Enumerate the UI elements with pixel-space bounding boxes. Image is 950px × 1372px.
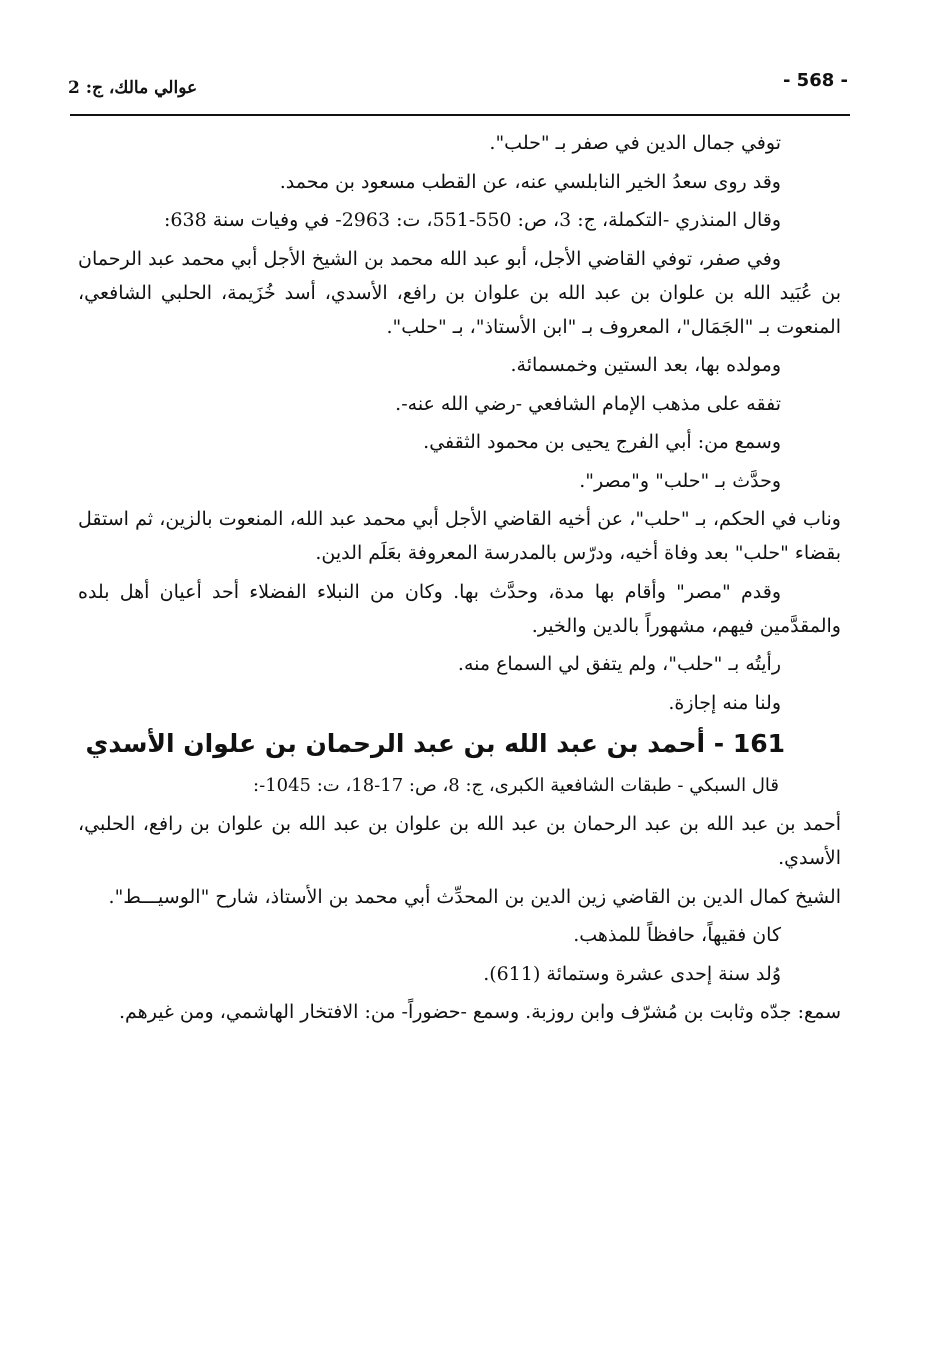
running-head bbox=[68, 68, 848, 112]
paragraph: وقدم "مصر" وأقام بها مدة، وحدَّث بها. وكان من النبلاء الفضلاء أحد أعيان أهل بلده والمقدَّمين فيهم، مشهوراً بالدين والخير. bbox=[78, 580, 841, 637]
paragraph: وُلد سنة إحدى عشرة وستمائة (611). bbox=[483, 962, 781, 985]
source-citation: قال السبكي - طبقات الشافعية الكبرى، ج: 8، ص: 17-18، ت: 1045-: bbox=[253, 774, 779, 796]
paragraph: وفي صفر، توفي القاضي الأجل، أبو عبد الله محمد بن الشيخ الأجل أبي محمد عبد الرحمان بن عُبَيد الله بن علوان بن عبد الله بن علوان بن رافع، الأسدي، أسد خُزَيمة، الحلبي الشافعي، المنعوت بـ "الجَمَال"، المعروف بـ "ابن الأستاذ"، بـ "حلب". bbox=[78, 247, 841, 338]
paragraph: رأيتُه بـ "حلب"، ولم يتفق لي السماع منه. bbox=[457, 653, 781, 675]
paragraph: كان فقيهاً، حافظاً للمذهب. bbox=[573, 924, 781, 946]
paragraph: ولنا منه إجازة. bbox=[668, 691, 781, 714]
page-body bbox=[78, 126, 841, 1034]
entry-heading: 161 - أحمد بن عبد الله بن عبد الرحمان بن علوان الأسدي bbox=[85, 729, 785, 758]
paragraph: وحدَّث بـ "حلب" و"مصر". bbox=[579, 469, 781, 492]
paragraph: وقال المنذري -التكملة، ج: 3، ص: 550-551، ت: 2963- في وفيات سنة 638: bbox=[164, 209, 781, 231]
paragraph: وناب في الحكم، بـ "حلب"، عن أخيه القاضي الأجل أبي محمد عبد الله، المنعوت بالزين، ثم استقل بقضاء "حلب" بعد وفاة أخيه، ودرّس بالمدرسة المعروفة بعَلَم الدين. bbox=[78, 508, 841, 564]
paragraph: تفقه على مذهب الإمام الشافعي -رضي الله عنه-. bbox=[395, 392, 781, 415]
paragraph: أحمد بن عبد الله بن عبد الرحمان بن عبد الله بن علوان بن عبد الله بن علوان بن رافع، الحلبي، الأسدي. bbox=[78, 813, 841, 869]
paragraph: وقد روى سعدُ الخير النابلسي عنه، عن القطب مسعود بن محمد. bbox=[279, 170, 781, 193]
running-title: عوالي مالك، ج: 2 bbox=[68, 78, 198, 98]
paragraph: الشيخ كمال الدين بن القاضي زين الدين بن المحدِّث أبي محمد بن الأستاذ، شارح "الوسيـــط". bbox=[108, 885, 841, 908]
paragraph: سمع: جدّه وثابت بن مُشرّف وابن روزبة. وسمع -حضوراً- من: الافتخار الهاشمي، ومن غيرهم. bbox=[119, 1001, 841, 1023]
header-rule bbox=[70, 114, 850, 116]
paragraph: توفي جمال الدين في صفر بـ "حلب". bbox=[489, 132, 781, 154]
paragraph: ومولده بها، بعد الستين وخمسمائة. bbox=[510, 354, 781, 376]
paragraph: وسمع من: أبي الفرج يحيى بن محمود الثقفي. bbox=[423, 431, 781, 453]
page-number: - 568 - bbox=[782, 70, 848, 91]
